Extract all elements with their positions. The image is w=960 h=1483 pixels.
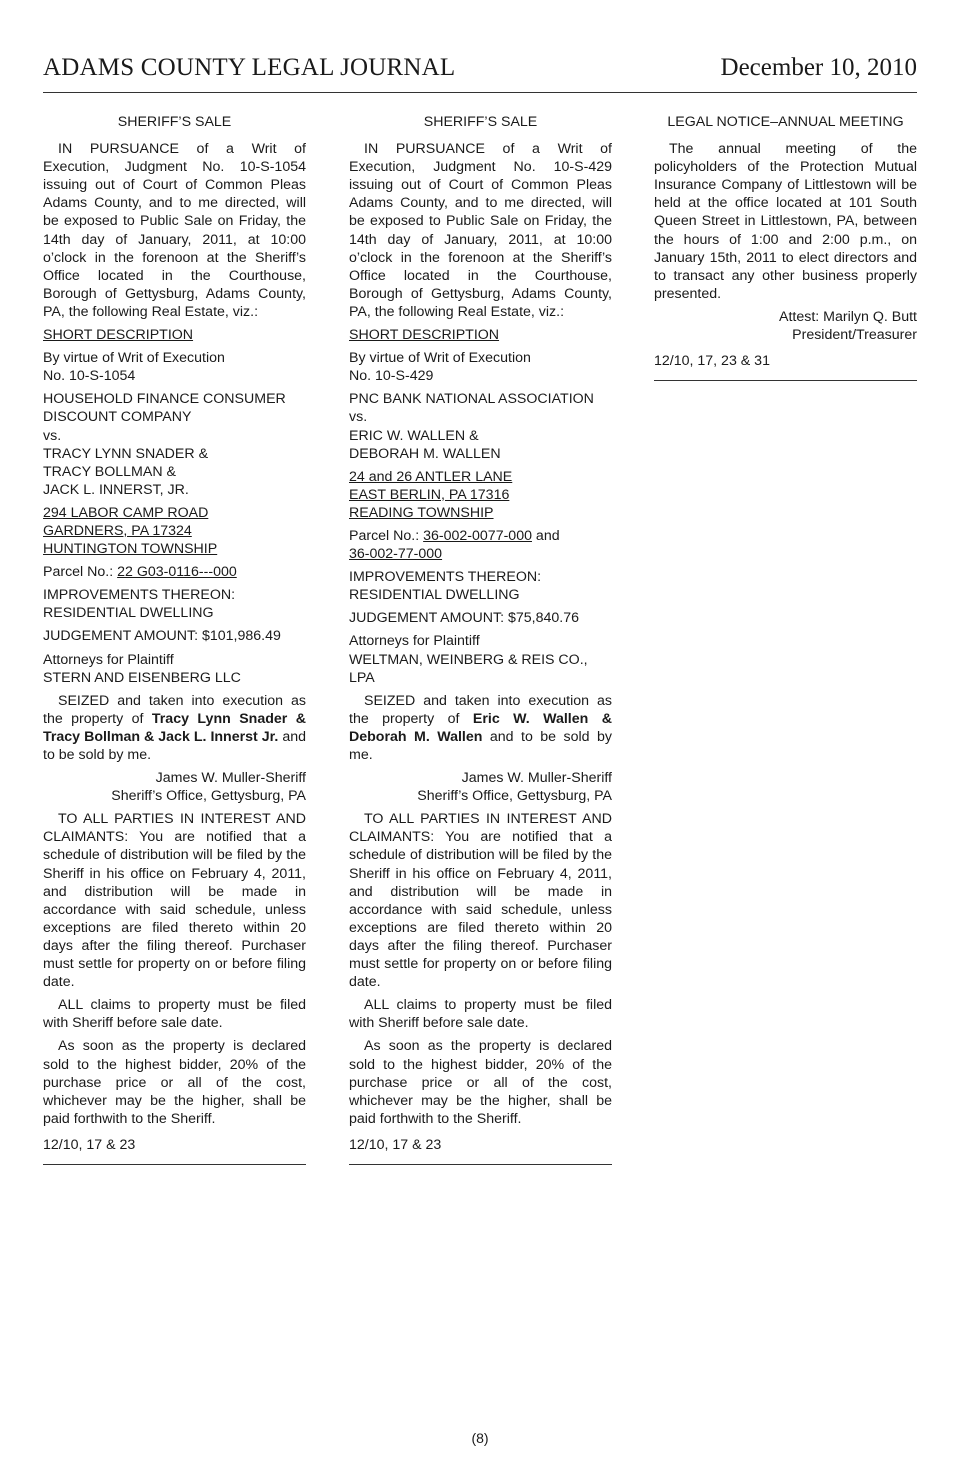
page-number: (8) — [471, 1430, 489, 1446]
parcel-number: Parcel No.: 36-002-0077-000 and 36-002-77-000 — [349, 527, 560, 563]
writ-info: By virtue of Writ of Execution No. 10-S-1054 — [43, 350, 225, 385]
attorneys: Attorneys for Plaintiff WELTMAN, WEINBERG & REIS CO., LPA — [349, 633, 588, 686]
parties-notice-paragraph: TO ALL PARTIES IN INTEREST AND CLAIMANTS: You are notified that a schedule of distribution will be filed by the Sheriff in his office on February 4, 2011, and distribution will be made in accordance with said schedule, unless exceptions are filed thereto within 20 days after the filing thereof. Purchaser must settle for property on or before filing date. — [349, 811, 612, 991]
notice-divider — [349, 1164, 612, 1165]
notice-title: SHERIFF’S SALE — [117, 114, 232, 130]
legal-notice-annual-meeting — [654, 113, 917, 381]
notice-divider — [43, 1164, 306, 1165]
writ-info: By virtue of Writ of Execution No. 10-S-429 — [349, 350, 531, 385]
claims-paragraph: ALL claims to property must be filed with Sheriff before sale date. — [43, 997, 306, 1032]
sheriff-signature: James W. Muller-Sheriff Sheriff’s Office, Gettysburg, PA — [417, 770, 612, 805]
journal-header — [43, 54, 917, 93]
seized-paragraph: SEIZED and taken into execution as the property of Eric W. Wallen & Deborah M. Wallen and to be sold by me. — [349, 692, 612, 763]
claims-paragraph: ALL claims to property must be filed with Sheriff before sale date. — [349, 997, 612, 1032]
intro-paragraph: IN PURSUANCE of a Writ of Execution, Judgment No. 10-S-1054 issuing out of Court of Common Pleas Adams County, and to me directed, will be exposed to Public Sale on Friday, the 14th day of January, 2011, at 10:00 o’clock in the forenoon at the Sheriff’s Office located in the Courthouse, Borough of Gettysburg, Adams County, PA, the following Real Estate, viz.: — [43, 141, 306, 320]
notice-title: LEGAL NOTICE–ANNUAL MEETING — [667, 114, 904, 130]
sheriff-sale-notice-2 — [349, 113, 612, 1165]
publication-dates: 12/10, 17, 23 & 31 — [654, 353, 770, 370]
seized-paragraph: SEIZED and taken into execution as the property of Tracy Lynn Snader & Tracy Bollman & Jack L. Innerst Jr. and to be sold by me. — [43, 692, 306, 763]
sheriff-signature: James W. Muller-Sheriff Sheriff’s Office, Gettysburg, PA — [111, 770, 306, 805]
notice-title: SHERIFF’S SALE — [423, 114, 538, 130]
case-parties: HOUSEHOLD FINANCE CONSUMER DISCOUNT COMPANY vs. TRACY LYNN SNADER & TRACY BOLLMAN & JACK L. INNERST, JR. — [43, 391, 286, 498]
judgement-amount: JUDGEMENT AMOUNT: $101,986.49 — [43, 628, 281, 645]
notice-divider — [654, 380, 917, 381]
parcel-number: Parcel No.: 22 G03-0116---000 — [43, 564, 237, 581]
parties-notice-paragraph: TO ALL PARTIES IN INTEREST AND CLAIMANTS: You are notified that a schedule of distribution will be filed by the Sheriff in his office on February 4, 2011, and distribution will be made in accordance with said schedule, unless exceptions are filed thereto within 20 days after the filing thereof. Purchaser must settle for property on or before filing date. — [43, 811, 306, 991]
short-description-heading: SHORT DESCRIPTION — [349, 327, 500, 344]
case-parties: PNC BANK NATIONAL ASSOCIATION vs. ERIC W. WALLEN & DEBORAH M. WALLEN — [349, 391, 594, 462]
sheriff-sale-notice-1 — [43, 113, 306, 1165]
payment-paragraph: As soon as the property is declared sold to the highest bidder, 20% of the purchase price or all of the cost, whichever may be the higher, shall be paid forthwith to the Sheriff. — [349, 1038, 612, 1127]
payment-paragraph: As soon as the property is declared sold to the highest bidder, 20% of the purchase price or all of the cost, whichever may be the higher, shall be paid forthwith to the Sheriff. — [43, 1038, 306, 1127]
issue-date: December 10, 2010 — [720, 54, 917, 81]
attorneys: Attorneys for Plaintiff STERN AND EISENBERG LLC — [43, 651, 241, 686]
improvements: IMPROVEMENTS THEREON: RESIDENTIAL DWELLING — [43, 587, 236, 622]
property-address: 294 LABOR CAMP ROAD GARDNERS, PA 17324 HUNTINGTON TOWNSHIP — [43, 504, 218, 558]
journal-title: ADAMS COUNTY LEGAL JOURNAL — [43, 54, 456, 81]
intro-paragraph: IN PURSUANCE of a Writ of Execution, Judgment No. 10-S-429 issuing out of Court of Common Pleas Adams County, and to me directed, will be exposed to Public Sale on Friday, the 14th day of January, 2011, at 10:00 o’clock in the forenoon at the Sheriff’s Office located in the Courthouse, Borough of Gettysburg, Adams County, PA, the following Real Estate, viz.: — [349, 141, 612, 320]
judgement-amount: JUDGEMENT AMOUNT: $75,840.76 — [349, 610, 579, 627]
publication-dates: 12/10, 17 & 23 — [349, 1136, 442, 1153]
improvements: IMPROVEMENTS THEREON: RESIDENTIAL DWELLING — [349, 569, 542, 604]
attest-signature: Attest: Marilyn Q. Butt President/Treasurer — [779, 308, 917, 344]
meeting-paragraph: The annual meeting of the policyholders of the Protection Mutual Insurance Company of Littlestown will be held at the office located at 101 South Queen Street in Littlestown, PA, between the hours of 1:00 and 2:00 p.m., on January 15th, 2011 to elect directors and to transact any other business properly presented. — [654, 141, 917, 302]
short-description-heading: SHORT DESCRIPTION — [43, 327, 194, 344]
property-address: 24 and 26 ANTLER LANE EAST BERLIN, PA 17316 READING TOWNSHIP — [349, 468, 513, 521]
publication-dates: 12/10, 17 & 23 — [43, 1136, 136, 1153]
